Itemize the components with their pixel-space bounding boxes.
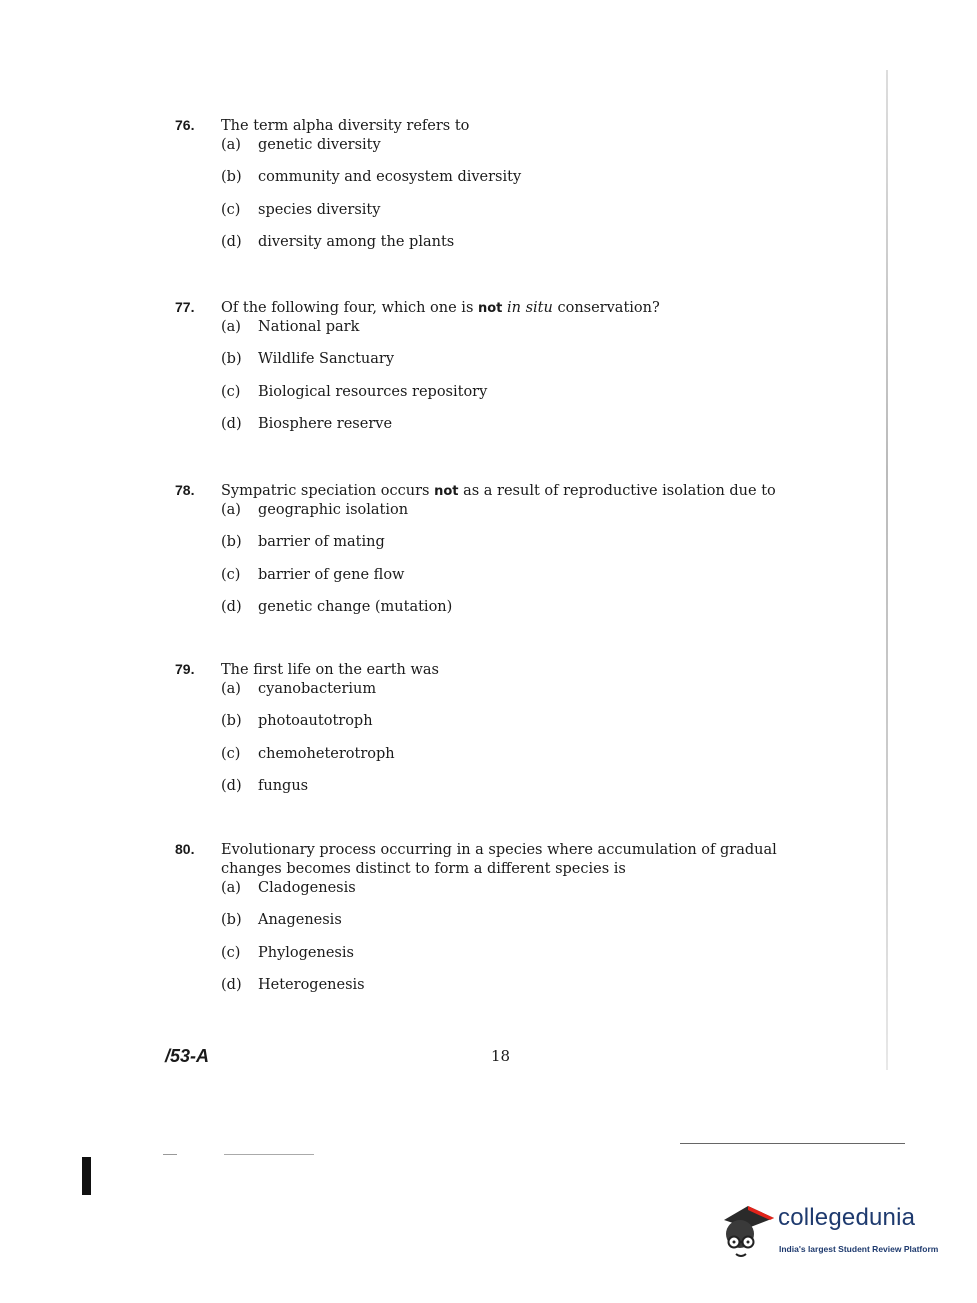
option-label: (d) (221, 598, 242, 615)
option-d (221, 598, 855, 630)
option-c (221, 383, 855, 415)
logo-wordmark: collegedunia (778, 1204, 916, 1231)
option-a (221, 501, 855, 533)
option-text: chemoheterotroph (258, 745, 395, 762)
emphasis-in-situ: in situ (507, 300, 553, 316)
option-a (221, 879, 835, 911)
scan-line (224, 1154, 314, 1155)
option-text: barrier of mating (258, 534, 385, 551)
mascot-icon (718, 1198, 776, 1260)
logo-tagline: India's largest Student Review Platform (779, 1244, 939, 1254)
option-b (221, 168, 855, 200)
scan-line (680, 1143, 905, 1144)
question-77 (175, 299, 855, 447)
option-text: genetic change (mutation) (258, 598, 453, 615)
option-text: Biological resources repository (258, 383, 488, 400)
option-text: diversity among the plants (258, 233, 455, 250)
option-label: (b) (221, 169, 242, 186)
option-a (221, 318, 855, 350)
question-number: 80. (175, 841, 195, 857)
option-label: (a) (221, 502, 241, 518)
option-label: (a) (221, 681, 241, 697)
emphasis-not: not (434, 484, 459, 499)
scan-line (163, 1154, 177, 1155)
option-label: (c) (221, 944, 241, 961)
option-label: (c) (221, 745, 241, 762)
option-label: (c) (221, 383, 241, 400)
option-text: community and ecosystem diversity (258, 169, 522, 186)
option-d (221, 777, 855, 809)
option-label: (d) (221, 415, 242, 432)
question-number: 76. (175, 117, 195, 133)
option-label: (d) (221, 777, 242, 794)
option-text: National park (258, 319, 360, 335)
option-a (221, 136, 855, 168)
option-c (221, 566, 855, 598)
question-text: The first life on the earth was (221, 662, 439, 678)
option-text: genetic diversity (258, 137, 381, 153)
option-label: (d) (221, 976, 242, 993)
question-text: Sympatric speciation occurs not as a result of reproductive isolation due to (221, 483, 776, 499)
option-text: species diversity (258, 201, 381, 218)
paper-code: /53-A (165, 1046, 210, 1066)
option-label: (b) (221, 351, 242, 368)
question-number: 77. (175, 299, 195, 315)
option-label: (a) (221, 880, 241, 896)
question-text: Evolutionary process occurring in a species where accumulation of gradual changes becomes distinct to form a different species is (221, 842, 777, 877)
question-number: 78. (175, 482, 195, 498)
option-b (221, 911, 835, 943)
question-number: 79. (175, 661, 195, 677)
question-text: Of the following four, which one is not in situ conservation? (221, 300, 660, 316)
option-c (221, 745, 855, 777)
question-79 (175, 661, 855, 809)
option-b (221, 712, 855, 744)
option-label: (d) (221, 233, 242, 250)
option-d (221, 233, 855, 265)
page-number: 18 (491, 1047, 511, 1065)
option-label: (b) (221, 912, 242, 929)
question-76 (175, 117, 855, 265)
option-c (221, 201, 855, 233)
option-text: Wildlife Sanctuary (258, 351, 395, 368)
option-text: Phylogenesis (258, 944, 354, 961)
emphasis-not: not (478, 301, 503, 316)
option-a (221, 680, 855, 712)
option-text: barrier of gene flow (258, 566, 405, 583)
option-label: (b) (221, 534, 242, 551)
option-b (221, 350, 855, 382)
option-label: (c) (221, 566, 241, 583)
option-label: (a) (221, 319, 241, 335)
option-label: (c) (221, 201, 241, 218)
question-78 (175, 482, 855, 630)
option-text: geographic isolation (258, 502, 409, 518)
collegedunia-logo (718, 1196, 948, 1266)
option-text: Biosphere reserve (258, 415, 393, 432)
option-text: Anagenesis (258, 912, 342, 929)
option-text: Heterogenesis (258, 976, 365, 993)
question-text: The term alpha diversity refers to (221, 118, 470, 134)
option-text: Cladogenesis (258, 880, 356, 896)
question-80 (175, 841, 835, 1008)
option-b (221, 533, 855, 565)
option-text: cyanobacterium (258, 681, 377, 697)
option-text: photoautotroph (258, 713, 373, 730)
option-d (221, 976, 835, 1008)
option-c (221, 944, 835, 976)
option-label: (a) (221, 137, 241, 153)
option-d (221, 415, 855, 447)
scan-mark (82, 1157, 91, 1195)
option-text: fungus (258, 777, 309, 794)
scan-edge-shadow (886, 70, 888, 1070)
option-label: (b) (221, 713, 242, 730)
